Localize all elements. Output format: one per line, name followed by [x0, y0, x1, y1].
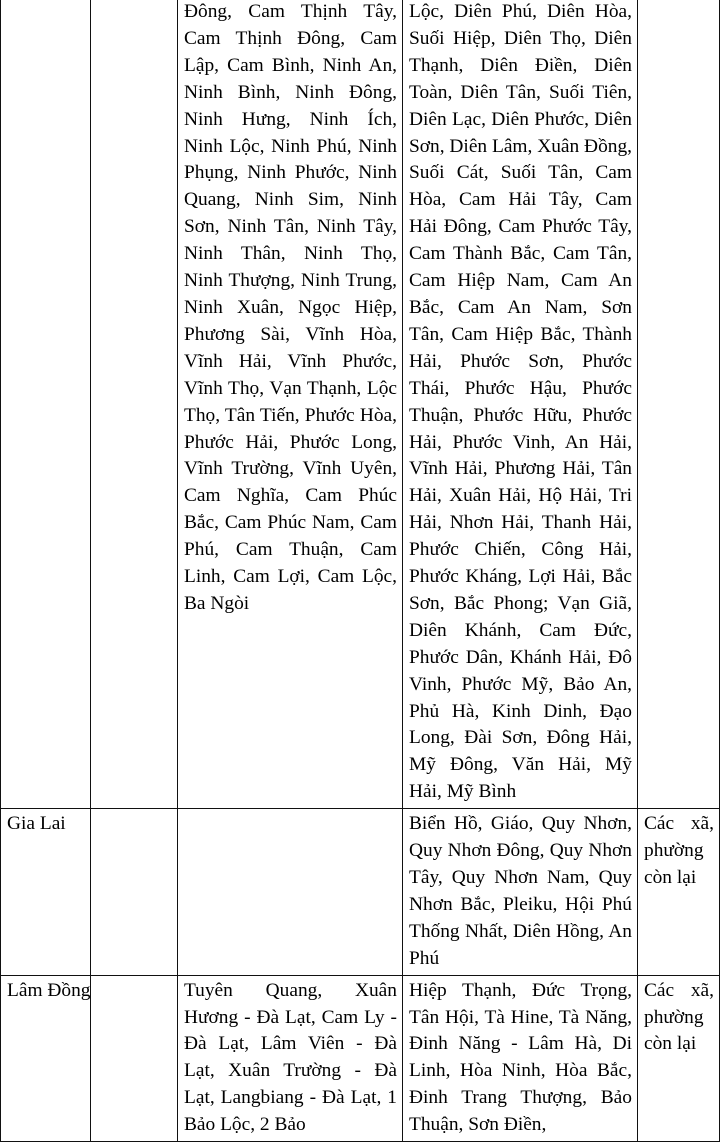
- table-row: [1, 809, 720, 975]
- ward-list-b-text: Biển Hồ, Giáo, Quy Nhơn, Quy Nhơn Đông, Quy Nhơn Tây, Quy Nhơn Nam, Quy Nhơn Bắc, Pleiku, Hội Phú Thống Nhất, Diên Hồng, An Phú: [409, 813, 632, 969]
- ward-list-b-text: Lộc, Diên Phú, Diên Hòa, Suối Hiệp, Diên Thọ, Diên Thạnh, Diên Điền, Diên Toàn, Diên Tân, Suối Tiên, Diên Lạc, Diên Phước, Diên Sơn, Diên Lâm, Xuân Đồng, Suối Cát, Suối Tân, Cam Hòa, Cam Hải Tây, Cam Hải Đông, Cam Phước Tây, Cam Thành Bắc, Cam Tân, Cam Hiệp Nam, Cam An Bắc, Cam An Nam, Sơn Tân, Cam Hiệp Bắc, Thành Hải, Phước Sơn, Phước Thái, Phước Hậu, Phước Thuận, Phước Hữu, Phước Hải, Phước Vinh, An Hải, Vĩnh Hải, Phương Hải, Tân Hải, Xuân Hải, Hộ Hải, Tri Hải, Nhơn Hải, Thanh Hải, Phước Chiến, Công Hải, Phước Kháng, Lợi Hải, Bắc Sơn, Bắc Phong; Vạn Giã, Diên Khánh, Cam Đức, Phước Dân, Khánh Hải, Đô Vinh, Phước Mỹ, Bảo An, Phủ Hà, Kinh Dinh, Đạo Long, Đài Sơn, Đông Hải, Mỹ Đông, Văn Hải, Mỹ Hải, Mỹ Bình: [409, 1, 632, 803]
- cell-province-name: [1, 975, 91, 1141]
- cell-secondary: [91, 809, 178, 975]
- cell-remaining-note: [638, 809, 720, 975]
- cell-secondary: [91, 0, 178, 809]
- table-row: [1, 0, 720, 809]
- cell-ward-list-a: [178, 0, 403, 809]
- cell-secondary: [91, 975, 178, 1141]
- ward-list-a-text: Đông, Cam Thịnh Tây, Cam Thịnh Đông, Cam Lập, Cam Bình, Ninh An, Ninh Bình, Ninh Đông, Ninh Hưng, Ninh Ích, Ninh Lộc, Ninh Phú, Ninh Phụng, Ninh Phước, Ninh Quang, Ninh Sim, Ninh Sơn, Ninh Tân, Ninh Tây, Ninh Thân, Ninh Thọ, Ninh Thượng, Ninh Trung, Ninh Xuân, Ngọc Hiệp, Phương Sài, Vĩnh Hòa, Vĩnh Hải, Vĩnh Phước, Vĩnh Thọ, Vạn Thạnh, Lộc Thọ, Tân Tiến, Phước Hòa, Phước Hải, Phước Long, Vĩnh Trường, Vĩnh Uyên, Cam Nghĩa, Cam Phúc Bắc, Cam Phúc Nam, Cam Phú, Cam Thuận, Cam Linh, Cam Lợi, Cam Lộc, Ba Ngòi: [184, 1, 397, 614]
- cell-ward-list-b: [403, 809, 638, 975]
- ward-list-b-text: Hiệp Thạnh, Đức Trọng, Tân Hội, Tà Hine, Tà Năng, Đinh Năng - Lâm Hà, Di Linh, Hòa Ninh, Hòa Bắc, Đinh Trang Thượng, Bảo Thuận, Sơn Điền,: [409, 979, 632, 1136]
- province-label: Gia Lai: [7, 813, 66, 835]
- cell-province-name: [1, 0, 91, 809]
- remaining-note-text: Các xã, phường còn lại: [644, 813, 714, 888]
- ward-list-a-text: Tuyên Quang, Xuân Hương - Đà Lạt, Cam Ly - Đà Lạt, Lâm Viên - Đà Lạt, Xuân Trường - Đà Lạt, Langbiang - Đà Lạt, 1 Bảo Lộc, 2 Bảo: [184, 979, 397, 1136]
- cell-province-name: [1, 809, 91, 975]
- province-label: Lâm Đồng: [7, 979, 91, 1001]
- cell-ward-list-b: [403, 0, 638, 809]
- cell-ward-list-a: [178, 975, 403, 1141]
- remaining-note-text: Các xã, phường còn lại: [644, 979, 714, 1055]
- table-body: [1, 0, 720, 1142]
- cell-ward-list-a: [178, 809, 403, 975]
- cell-remaining-note: [638, 975, 720, 1141]
- table-row: [1, 975, 720, 1141]
- cell-ward-list-b: [403, 975, 638, 1141]
- cell-remaining-note: [638, 0, 720, 809]
